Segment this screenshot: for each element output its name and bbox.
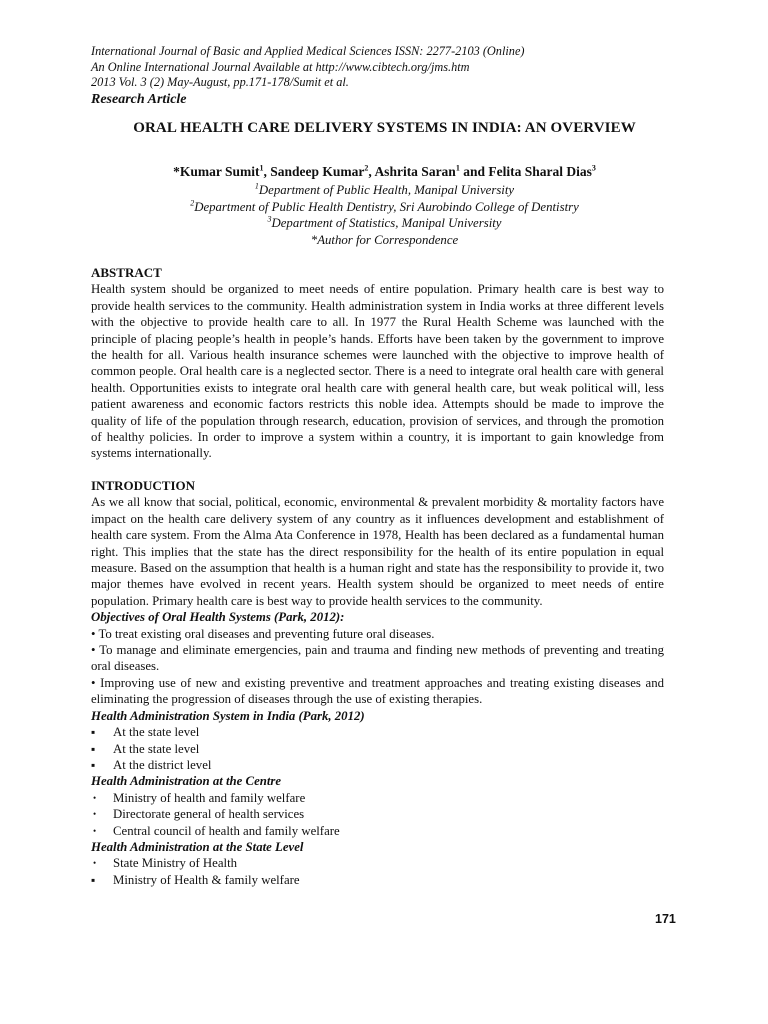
list-item: ▪ At the state level [91,724,664,740]
journal-header [91,44,525,91]
article-type: Research Article [91,92,187,107]
abstract-section [91,265,664,462]
objective-item: • To manage and eliminate emergencies, pain and trauma and finding new methods of preventing and treating oral diseases. [91,643,664,674]
objectives-heading: Objectives of Oral Health Systems (Park, 2012): [91,610,345,625]
affiliation: $^2$Department of Public Health Dentistry, Sri Aurobindo College of Dentistry [190,198,579,214]
list-item: • State Ministry of Health [93,856,238,871]
page-number: 171 [655,912,676,926]
abstract-text: Health system should be organized to meet needs of entire population. Primary health care is best way to provide health services to the community. Health administration system in India works at three different levels with the objective to provide health care to all. In 1977 the Rural Health Scheme was launched with the principle of placing people’s health in people’s hands. Efforts have been taken by the government to improve the health for all. Various health insurance schemes were launched with the objective to improve health of common people. Oral health care is a neglected sector. There is a need to integrate oral health care with general health. Opportunities exists to integrate oral health care with general health care, but weak political will, less patient awareness and economic factors restricts this noble idea. Attempts should be made to improve the quality of life of the population through research, education, provision of services, and through the promotion of healthy policies. In order to improve a system within a country, it is important to gain knowledge from systems internationally. [91,282,664,461]
journal-line-2: An Online International Journal Available at http://www.cibtech.org/jms.htm [91,59,470,74]
author: Ashrita Saran$^1$ and [374,163,489,179]
list-item: • Ministry of health and family welfare [91,790,664,806]
introduction-section [91,478,664,888]
objective-item: • To treat existing oral diseases and preventing future oral diseases. [91,626,435,641]
abstract-heading: ABSTRACT [91,265,162,280]
list-item: ▪ Ministry of Health & family welfare [91,872,300,887]
admin-state-list [91,855,664,888]
author: Sandeep Kumar$^2$, [270,163,375,179]
objective-item: • Improving use of new and existing preventive and treatment approaches and treating existing diseases and eliminating the progression of diseases through the use of existing therapies. [91,675,664,707]
list-item: ▪ At the state level [91,741,664,757]
list-item: ▪ At the district level [91,757,664,773]
journal-line-3: 2013 Vol. 3 (2) May-August, pp.171-178/Sumit et al. [91,75,349,89]
introduction-text: As we all know that social, political, economic, environmental & prevalent morbidity & mortality factors have impact on the health care delivery system of any country as it influences development and establishment of health care system. From the Alma Ata Conference in 1978, Health has been declared as a fundamental human right. This implies that the state has the direct responsibility for the health of its entire population in equal measure. Based on the assumption that health is a human right and state has the responsibility to provide it, two major themes have evolved in recent years. Health system should be organized to meet needs of entire population. Primary health care is best way to provide health services to the community. [91,495,664,608]
introduction-heading: INTRODUCTION [91,478,196,493]
author: *Kumar Sumit$^1$, [173,163,271,179]
admin-centre-heading: Health Administration at the Centre [91,774,282,789]
admin-centre-list [91,790,664,839]
admin-system-list [91,724,664,773]
list-item: • Directorate general of health services [91,806,664,822]
author-list [91,164,678,180]
paper-title: ORAL HEALTH CARE DELIVERY SYSTEMS IN INDIA: AN OVERVIEW [133,120,636,136]
affiliation: $^3$Department of Statistics, Manipal University [267,214,502,230]
correspondence-note: *Author for Correspondence [310,232,459,247]
admin-state-heading: Health Administration at the State Level [91,839,304,854]
bullet-square: ▪ [91,872,96,887]
author: Felita Sharal Dias$^3$ [488,163,596,179]
list-item: • Central council of health and family welfare [91,823,664,839]
bullet-dot: • [93,858,97,869]
affiliation: $^1$Department of Public Health, Manipal University [254,181,515,197]
journal-line-1: International Journal of Basic and Applied Medical Sciences ISSN: 2277-2103 (Online) [91,44,525,58]
admin-system-heading: Health Administration System in India (Park, 2012) [91,708,365,723]
affiliation-list [91,182,678,248]
